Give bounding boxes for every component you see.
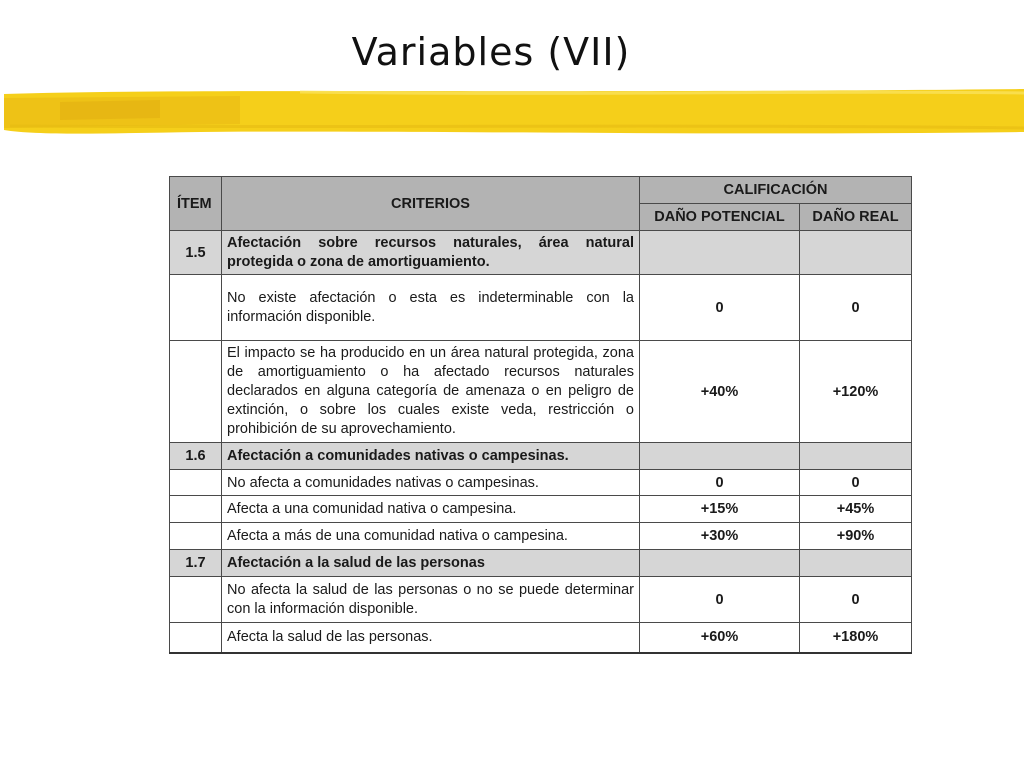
potential-damage-value: +30% — [640, 523, 800, 550]
header-real-damage: DAÑO REAL — [800, 204, 912, 231]
table-row — [170, 623, 912, 653]
item-cell — [170, 577, 222, 623]
item-cell — [170, 523, 222, 550]
potential-damage-value: +40% — [640, 341, 800, 443]
real-damage-value: +45% — [800, 496, 912, 523]
section-real-cell — [800, 550, 912, 577]
potential-damage-value: 0 — [640, 470, 800, 496]
real-damage-value: +90% — [800, 523, 912, 550]
item-cell — [170, 496, 222, 523]
real-damage-value: 0 — [800, 275, 912, 341]
criteria-cell: Afecta la salud de las personas. — [222, 623, 640, 653]
header-rating: CALIFICACIÓN — [640, 177, 912, 204]
criteria-table-container — [169, 176, 911, 654]
real-damage-value: 0 — [800, 577, 912, 623]
table-row — [170, 341, 912, 443]
potential-damage-value: +15% — [640, 496, 800, 523]
table-row — [170, 470, 912, 496]
yellow-brush-stroke — [0, 84, 1024, 140]
item-cell — [170, 275, 222, 341]
section-real-cell — [800, 231, 912, 275]
section-title: Afectación a comunidades nativas o campesinas. — [222, 443, 640, 470]
criteria-cell: No afecta la salud de las personas o no se puede determinar con la información disponible. — [222, 577, 640, 623]
item-cell — [170, 341, 222, 443]
section-row — [170, 550, 912, 577]
header-potential-damage: DAÑO POTENCIAL — [640, 204, 800, 231]
section-item-number: 1.6 — [170, 443, 222, 470]
criteria-cell: Afecta a más de una comunidad nativa o campesina. — [222, 523, 640, 550]
table-row — [170, 496, 912, 523]
section-potential-cell — [640, 443, 800, 470]
real-damage-value: +120% — [800, 341, 912, 443]
section-real-cell — [800, 443, 912, 470]
potential-damage-value: 0 — [640, 577, 800, 623]
section-row — [170, 231, 912, 275]
section-row — [170, 443, 912, 470]
criteria-cell: El impacto se ha producido en un área natural protegida, zona de amortiguamiento o ha afectado recursos naturales declarados en alguna categoría de amenaza o en peligro de extinción, o sobre los cuales existe veda, restricción o prohibición de su aprovechamiento. — [222, 341, 640, 443]
criteria-table — [169, 176, 912, 654]
potential-damage-value: 0 — [640, 275, 800, 341]
criteria-cell: No existe afectación o esta es indeterminable con la información disponible. — [222, 275, 640, 341]
table-row — [170, 523, 912, 550]
potential-damage-value: +60% — [640, 623, 800, 653]
table-row — [170, 577, 912, 623]
criteria-cell: Afecta a una comunidad nativa o campesina. — [222, 496, 640, 523]
table-row — [170, 275, 912, 341]
section-potential-cell — [640, 550, 800, 577]
section-title: Afectación sobre recursos naturales, área natural protegida o zona de amortiguamiento. — [222, 231, 640, 275]
section-potential-cell — [640, 231, 800, 275]
real-damage-value: 0 — [800, 470, 912, 496]
item-cell — [170, 623, 222, 653]
real-damage-value: +180% — [800, 623, 912, 653]
header-criteria: CRITERIOS — [222, 177, 640, 231]
item-cell — [170, 470, 222, 496]
section-title: Afectación a la salud de las personas — [222, 550, 640, 577]
section-item-number: 1.5 — [170, 231, 222, 275]
slide-title: Variables (VII) — [351, 30, 631, 74]
header-item: ÍTEM — [170, 177, 222, 231]
criteria-cell: No afecta a comunidades nativas o campesinas. — [222, 470, 640, 496]
section-item-number: 1.7 — [170, 550, 222, 577]
